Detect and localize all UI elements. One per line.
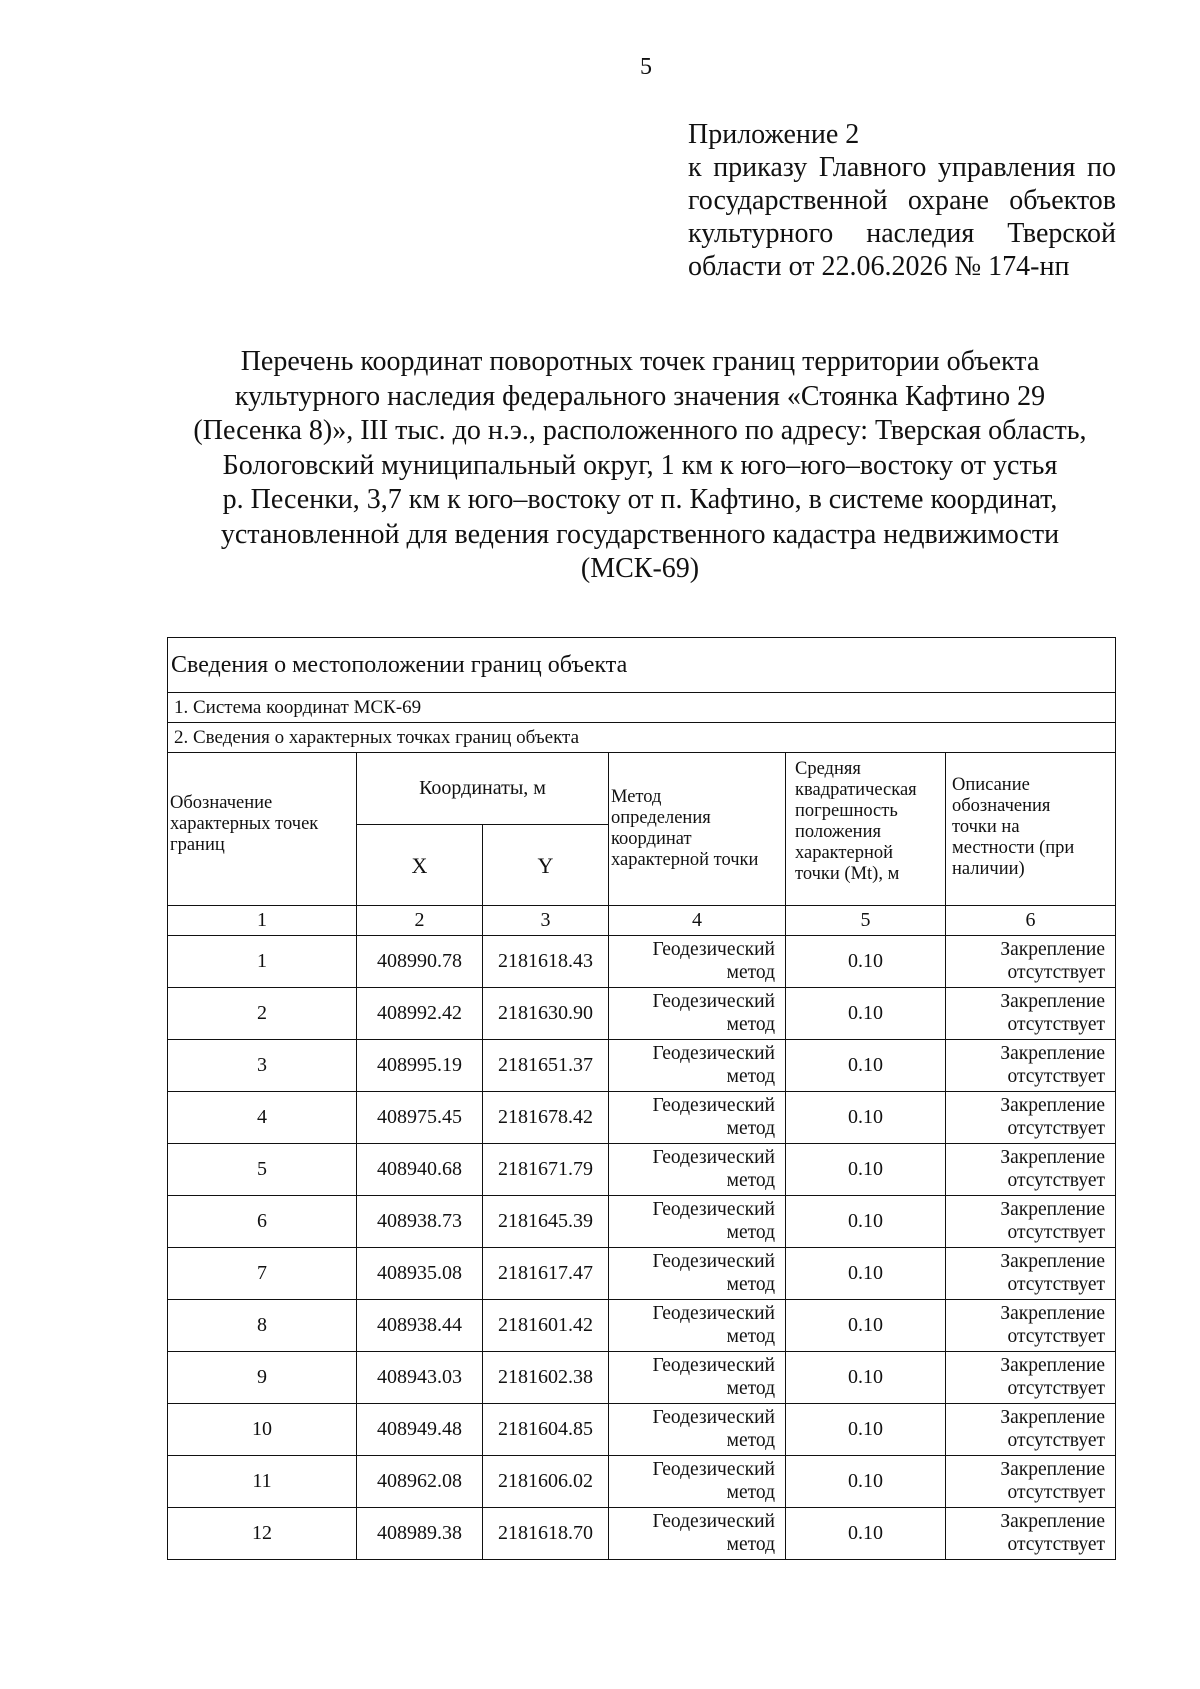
description-cell-line: Закрепление <box>1000 1355 1106 1376</box>
point-number: 10 <box>168 1404 357 1456</box>
header-x: X <box>357 825 483 906</box>
x-coordinate: 408990.78 <box>357 936 483 988</box>
description-cell <box>946 936 1116 988</box>
table-row <box>168 1040 1116 1092</box>
header-designation-line: границ <box>170 835 225 855</box>
method-cell-line: метод <box>726 1014 775 1035</box>
method-cell-line: Геодезический <box>652 1407 775 1428</box>
method-cell-line: Геодезический <box>652 1095 775 1116</box>
description-cell-line: Закрепление <box>1000 939 1106 960</box>
method-cell-line: Геодезический <box>652 1251 775 1272</box>
method-cell <box>609 1144 786 1196</box>
point-number: 1 <box>168 936 357 988</box>
mt-cell: 0.10 <box>786 1404 946 1456</box>
method-cell-line: метод <box>726 1326 775 1347</box>
points-title-line: 2. Сведения о характерных точках границ объекта <box>168 723 1116 753</box>
mt-cell: 0.10 <box>786 936 946 988</box>
method-cell-line: Геодезический <box>652 1303 775 1324</box>
title-line: культурного наследия федерального значения «Стоянка Кафтино 29 <box>234 380 1046 412</box>
appendix-header <box>688 118 1116 283</box>
method-cell-line: метод <box>726 1482 775 1503</box>
description-cell <box>946 1508 1116 1560</box>
mt-cell: 0.10 <box>786 1040 946 1092</box>
method-cell <box>609 1040 786 1092</box>
method-cell-line: метод <box>726 1274 775 1295</box>
point-number: 9 <box>168 1352 357 1404</box>
y-coordinate: 2181602.38 <box>483 1352 609 1404</box>
table-row <box>168 1300 1116 1352</box>
header-y: Y <box>483 825 609 906</box>
method-cell <box>609 1456 786 1508</box>
method-cell-line: Геодезический <box>652 991 775 1012</box>
method-cell <box>609 1404 786 1456</box>
method-cell-line: метод <box>726 1430 775 1451</box>
table-row <box>168 1404 1116 1456</box>
header-method-line: определения <box>611 808 711 828</box>
x-coordinate: 408992.42 <box>357 988 483 1040</box>
y-coordinate: 2181618.43 <box>483 936 609 988</box>
description-cell <box>946 988 1116 1040</box>
description-cell <box>946 1300 1116 1352</box>
description-cell-line: отсутствует <box>1007 1274 1106 1295</box>
appendix-line: Приложение 2 <box>688 119 860 150</box>
method-cell-line: Геодезический <box>652 1459 775 1480</box>
appendix-line: к приказу Главного управления по <box>688 152 1116 183</box>
mt-cell: 0.10 <box>786 1248 946 1300</box>
header-error-line: характерной <box>795 843 894 863</box>
method-cell-line: Геодезический <box>652 1355 775 1376</box>
column-number: 6 <box>946 906 1116 936</box>
table-row <box>168 1352 1116 1404</box>
table-row <box>168 1508 1116 1560</box>
method-cell-line: метод <box>726 962 775 983</box>
method-cell-line: Геодезический <box>652 1511 775 1532</box>
y-coordinate: 2181618.70 <box>483 1508 609 1560</box>
description-cell-line: отсутствует <box>1007 1482 1106 1503</box>
x-coordinate: 408935.08 <box>357 1248 483 1300</box>
point-number: 5 <box>168 1144 357 1196</box>
mt-cell: 0.10 <box>786 1352 946 1404</box>
method-cell <box>609 1300 786 1352</box>
description-cell-line: отсутствует <box>1007 1170 1106 1191</box>
title-line: Перечень координат поворотных точек границ территории объекта <box>240 346 1040 377</box>
appendix-line: государственной охране объектов <box>688 185 1116 216</box>
method-cell <box>609 1196 786 1248</box>
x-coordinate: 408962.08 <box>357 1456 483 1508</box>
method-cell <box>609 988 786 1040</box>
description-cell <box>946 1404 1116 1456</box>
y-coordinate: 2181601.42 <box>483 1300 609 1352</box>
title-line: р. Песенки, 3,7 км к юго–востоку от п. Кафтино, в системе координат, <box>222 484 1058 515</box>
header-method-line: координат <box>611 829 692 849</box>
table-row <box>168 1092 1116 1144</box>
method-cell <box>609 1508 786 1560</box>
description-cell-line: Закрепление <box>1000 1407 1106 1428</box>
y-coordinate: 2181651.37 <box>483 1040 609 1092</box>
description-cell-line: Закрепление <box>1000 1251 1106 1272</box>
method-cell <box>609 1352 786 1404</box>
description-cell <box>946 1352 1116 1404</box>
header-error-line: точки (Mt), м <box>795 864 900 884</box>
point-number: 6 <box>168 1196 357 1248</box>
header-coordinates: Координаты, м <box>357 753 609 825</box>
header-error-line: квадратическая <box>795 780 917 800</box>
method-cell <box>609 1248 786 1300</box>
header-designation <box>168 753 357 906</box>
y-coordinate: 2181678.42 <box>483 1092 609 1144</box>
x-coordinate: 408975.45 <box>357 1092 483 1144</box>
table-row <box>168 988 1116 1040</box>
x-coordinate: 408943.03 <box>357 1352 483 1404</box>
header-designation-line: характерных точек <box>170 814 319 834</box>
point-number: 7 <box>168 1248 357 1300</box>
method-cell-line: метод <box>726 1378 775 1399</box>
header-description-line: местности (при <box>952 838 1075 858</box>
title-line: Бологовский муниципальный округ, 1 км к юго–юго–востоку от устья <box>222 449 1058 481</box>
section-title: Сведения о местоположении границ объекта <box>168 638 1116 693</box>
method-cell-line: метод <box>726 1534 775 1555</box>
mt-cell: 0.10 <box>786 1196 946 1248</box>
header-description-line: Описание <box>952 775 1030 795</box>
method-cell-line: метод <box>726 1066 775 1087</box>
header-error-line: погрешность <box>795 801 898 821</box>
header-error <box>786 753 946 906</box>
boundary-points-table <box>167 637 1116 1560</box>
x-coordinate: 408949.48 <box>357 1404 483 1456</box>
table-row <box>168 1456 1116 1508</box>
header-error-line: положения <box>795 822 881 842</box>
appendix-line: области от 22.06.2026 № 174-нп <box>688 251 1070 282</box>
document-title <box>160 345 1120 587</box>
header-description <box>946 753 1116 906</box>
header-method <box>609 753 786 906</box>
description-cell-line: Закрепление <box>1000 1147 1106 1168</box>
description-cell-line: отсутствует <box>1007 1118 1106 1139</box>
description-cell <box>946 1196 1116 1248</box>
mt-cell: 0.10 <box>786 1144 946 1196</box>
method-cell-line: метод <box>726 1170 775 1191</box>
description-cell <box>946 1248 1116 1300</box>
y-coordinate: 2181617.47 <box>483 1248 609 1300</box>
mt-cell: 0.10 <box>786 1456 946 1508</box>
point-number: 11 <box>168 1456 357 1508</box>
y-coordinate: 2181630.90 <box>483 988 609 1040</box>
description-cell <box>946 1456 1116 1508</box>
point-number: 4 <box>168 1092 357 1144</box>
x-coordinate: 408938.44 <box>357 1300 483 1352</box>
mt-cell: 0.10 <box>786 988 946 1040</box>
description-cell-line: Закрепление <box>1000 1095 1106 1116</box>
x-coordinate: 408940.68 <box>357 1144 483 1196</box>
description-cell-line: отсутствует <box>1007 1378 1106 1399</box>
coord-system-line: 1. Система координат МСК-69 <box>168 693 1116 723</box>
description-cell-line: отсутствует <box>1007 1534 1106 1555</box>
description-cell-line: Закрепление <box>1000 1511 1106 1532</box>
header-designation-line: Обозначение <box>170 793 273 813</box>
description-cell-line: отсутствует <box>1007 962 1106 983</box>
method-cell-line: Геодезический <box>652 1147 775 1168</box>
table-row <box>168 936 1116 988</box>
description-cell-line: отсутствует <box>1007 1014 1106 1035</box>
description-cell-line: Закрепление <box>1000 1459 1106 1480</box>
table-row <box>168 1144 1116 1196</box>
mt-cell: 0.10 <box>786 1092 946 1144</box>
column-number: 5 <box>786 906 946 936</box>
description-cell-line: Закрепление <box>1000 1303 1106 1324</box>
description-cell-line: Закрепление <box>1000 1043 1106 1064</box>
x-coordinate: 408989.38 <box>357 1508 483 1560</box>
mt-cell: 0.10 <box>786 1300 946 1352</box>
method-cell-line: Геодезический <box>652 1043 775 1064</box>
description-cell-line: отсутствует <box>1007 1430 1106 1451</box>
description-cell-line: Закрепление <box>1000 991 1106 1012</box>
method-cell-line: метод <box>726 1222 775 1243</box>
mt-cell: 0.10 <box>786 1508 946 1560</box>
y-coordinate: 2181604.85 <box>483 1404 609 1456</box>
column-number: 4 <box>609 906 786 936</box>
description-cell-line: отсутствует <box>1007 1326 1106 1347</box>
column-number: 2 <box>357 906 483 936</box>
y-coordinate: 2181606.02 <box>483 1456 609 1508</box>
y-coordinate: 2181671.79 <box>483 1144 609 1196</box>
table-row <box>168 1196 1116 1248</box>
title-line: (МСК-69) <box>580 553 700 584</box>
header-description-line: точки на <box>952 817 1020 837</box>
page-number: 5 <box>640 54 652 80</box>
method-cell <box>609 1092 786 1144</box>
method-cell <box>609 936 786 988</box>
appendix-line: культурного наследия Тверской <box>688 218 1116 249</box>
method-cell-line: Геодезический <box>652 939 775 960</box>
header-method-line: характерной точки <box>611 850 759 870</box>
description-cell <box>946 1092 1116 1144</box>
header-description-line: наличии) <box>952 859 1025 879</box>
method-cell-line: Геодезический <box>652 1199 775 1220</box>
description-cell <box>946 1144 1116 1196</box>
description-cell-line: отсутствует <box>1007 1066 1106 1087</box>
column-number: 3 <box>483 906 609 936</box>
table-row <box>168 1248 1116 1300</box>
point-number: 12 <box>168 1508 357 1560</box>
header-error-line: Средняя <box>795 759 861 779</box>
y-coordinate: 2181645.39 <box>483 1196 609 1248</box>
point-number: 2 <box>168 988 357 1040</box>
point-number: 8 <box>168 1300 357 1352</box>
title-line: (Песенка 8)», III тыс. до н.э., расположенного по адресу: Тверская область, <box>193 415 1087 446</box>
description-cell <box>946 1040 1116 1092</box>
x-coordinate: 408995.19 <box>357 1040 483 1092</box>
point-number: 3 <box>168 1040 357 1092</box>
description-cell-line: отсутствует <box>1007 1222 1106 1243</box>
title-line: установленной для ведения государственного кадастра недвижимости <box>220 518 1060 550</box>
header-description-line: обозначения <box>952 796 1051 816</box>
x-coordinate: 408938.73 <box>357 1196 483 1248</box>
column-number: 1 <box>168 906 357 936</box>
method-cell-line: метод <box>726 1118 775 1139</box>
header-method-line: Метод <box>611 787 662 807</box>
description-cell-line: Закрепление <box>1000 1199 1106 1220</box>
